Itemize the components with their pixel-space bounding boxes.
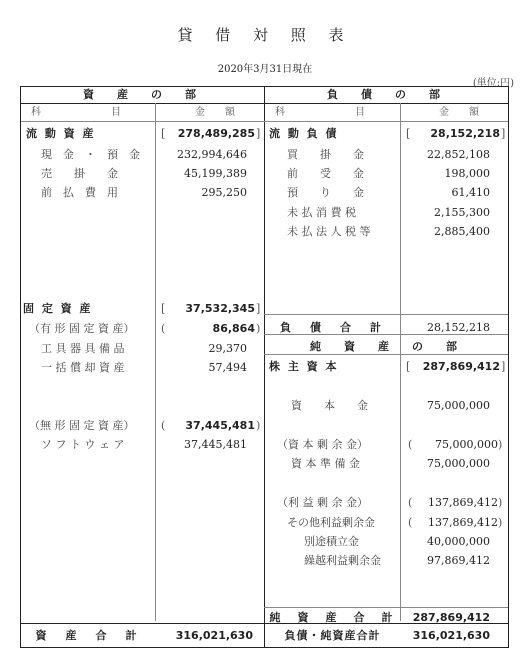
tools-equipment-label: 工 具 器 具 備 品: [41, 342, 125, 355]
equity-section-header: 純 資 産 の 部: [310, 340, 463, 353]
shareholders-equity-label: 株 主 資 本: [269, 360, 339, 373]
total-net-assets-label: 純 資 産 合 計: [269, 611, 396, 624]
capital-surplus-total: 75,000,000: [435, 438, 498, 451]
total-assets-amount: 316,021,630: [175, 629, 253, 642]
as-of-date: 2020年3月31日現在: [217, 64, 313, 75]
software-label: ソ フ ト ウ ェ ア: [41, 438, 125, 451]
shareholders-equity-total: 287,869,412: [422, 360, 500, 373]
intangible-assets-total: 37,445,481: [185, 419, 255, 432]
total-liab-equity-amount: 316,021,630: [412, 629, 490, 642]
center-divider: [264, 87, 265, 647]
total-liab-equity-label: 負債・純資産合計: [284, 629, 381, 642]
equity-header-rule: [264, 354, 508, 355]
general-reserve-label: 別途積立金: [304, 535, 359, 548]
tangible-assets-label: （有 形 固 定 資 産）: [29, 322, 135, 335]
current-liabilities-label: 流 動 負 債: [269, 127, 339, 140]
retained-earnings-total: 137,869,412: [428, 496, 498, 509]
accrued-consumption-tax-amount: 2,155,300: [434, 206, 490, 219]
assets-col-item: 科 目: [31, 107, 121, 118]
cash-deposits-amount: 232,994,646: [177, 148, 247, 161]
other-retained-earnings-total: 137,869,412: [428, 516, 498, 529]
document-title: 貸 借 対 照 表: [177, 26, 353, 44]
balance-sheet-table: 資 産 の 部 負 債 の 部 科 目 金 額 科 目 金 額 流 動 資 産 [ 278,489,285 ] 現 金 ・ 預 金 232,994,646 売 掛 金 45,199,389 前 払 費 用 295,250 固 定 資 産 [ 37,532,345 ] （有 形 固 定 資 産） ( 86,864 ) 工 具 器 具 備 品 29,370 一 括 償 却 資 産 57,494 （無 形 固 定 資 産） ( 37,445,481 ) ソ フ ト ウ ェ ア 37,445,481 資 産 合 計 316,021,630 流 動 負 債 [ 28,152,218 ] 買 掛 金 22,852,108 前 受 金 198,000 預 り 金 61,410 未 払 消 費 税 2,155,300 未 払 法 人 税 等 2,885,400 負 債 合 計 28,152,218 純 資 産 の 部 株 主 資 本 [ 287,869,412 ] 資 本 金 75,000,000 （資 本 剰 余 金） ( 75,000,000 ) 資 本 準 備 金 75,000,000 （利 益 剰 余 金） ( 137,869,412 ) その他利益剰余金 ( 137,869,412 ) 別途積立金 40,000,000 繰越利益剰余金 97,869,412 純 資 産 合 計 287,869,412 負債・純資産合計 316,021,630: [20, 86, 509, 648]
liab-col-amount: 金 額: [439, 107, 479, 118]
assets-col-amount: 金 額: [195, 107, 235, 118]
general-reserve-amount: 40,000,000: [427, 535, 490, 548]
deposits-received-label: 預 り 金: [287, 186, 364, 199]
fixed-assets-total: 37,532,345: [185, 302, 255, 315]
capital-reserve-amount: 75,000,000: [427, 457, 490, 470]
deposits-received-amount: 61,410: [451, 186, 490, 199]
lump-sum-depreciable-label: 一 括 償 却 資 産: [41, 361, 125, 374]
tools-equipment-amount: 29,370: [208, 342, 247, 355]
accounts-receivable-label: 売 掛 金: [41, 167, 118, 180]
lump-sum-depreciable-amount: 57,494: [208, 361, 247, 374]
liab-total-top-rule: [264, 314, 508, 315]
prepaid-expenses-label: 前 払 費 用: [41, 186, 118, 199]
advances-received-amount: 198,000: [444, 167, 490, 180]
assets-section-header: 資 産 の 部: [83, 88, 202, 101]
current-assets-label: 流 動 資 産: [26, 127, 96, 140]
carried-forward-label: 繰越利益剰余金: [304, 554, 381, 567]
accounts-payable-amount: 22,852,108: [427, 148, 490, 161]
equity-total-rule: [264, 607, 508, 608]
current-assets-total: 278,489,285: [177, 127, 255, 140]
software-amount: 37,445,481: [184, 438, 247, 451]
section-header-rule: [21, 103, 508, 104]
accrued-consumption-tax-label: 未 払 消 費 税: [287, 206, 356, 219]
retained-earnings-label: （利 益 剰 余 金）: [277, 496, 368, 509]
intangible-assets-label: （無 形 固 定 資 産）: [29, 419, 135, 432]
accounts-receivable-amount: 45,199,389: [184, 167, 247, 180]
accrued-income-tax-label: 未 払 法 人 税 等: [287, 225, 371, 238]
capital-surplus-label: （資 本 剰 余 金）: [277, 438, 368, 451]
unit-label: (単位:円): [472, 78, 514, 89]
total-assets-label: 資 産 合 計: [35, 629, 141, 642]
fixed-assets-label: 固 定 資 産: [23, 302, 93, 315]
carried-forward-amount: 97,869,412: [427, 554, 490, 567]
current-liabilities-total: 28,152,218: [430, 127, 500, 140]
capital-stock-label: 資 本 金: [291, 399, 368, 412]
prepaid-expenses-amount: 295,250: [201, 186, 247, 199]
column-header-rule: [21, 121, 508, 122]
cash-deposits-label: 現 金 ・ 預 金: [41, 148, 140, 161]
liab-col-item: 科 目: [275, 107, 365, 118]
total-liabilities-label: 負 債 合 計: [280, 321, 385, 334]
accounts-payable-label: 買 掛 金: [287, 148, 364, 161]
capital-stock-amount: 75,000,000: [427, 399, 490, 412]
advances-received-label: 前 受 金: [287, 167, 364, 180]
accrued-income-tax-amount: 2,885,400: [434, 225, 490, 238]
capital-reserve-label: 資 本 準 備 金: [291, 457, 360, 470]
total-net-assets-amount: 287,869,412: [412, 611, 490, 624]
other-retained-earnings-label: その他利益剰余金: [287, 516, 375, 529]
tangible-assets-total: 86,864: [212, 322, 255, 335]
liabilities-section-header: 負 債 の 部: [327, 88, 446, 101]
total-liabilities-amount: 28,152,218: [427, 321, 490, 334]
